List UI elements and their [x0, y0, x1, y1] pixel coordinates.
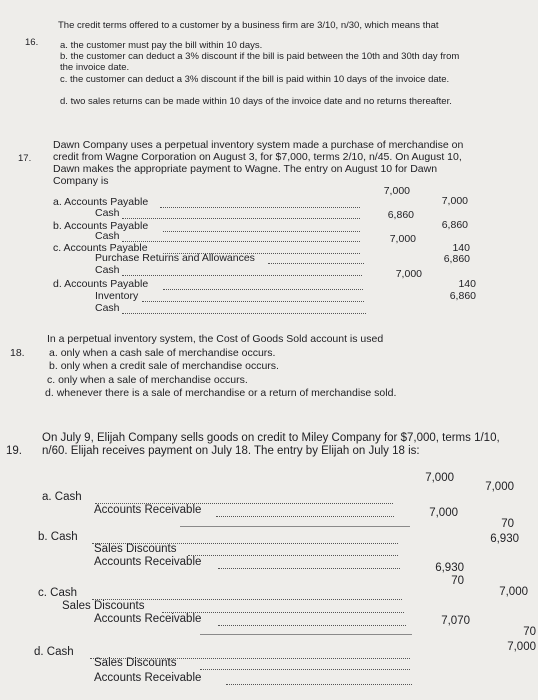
question-stem: Dawn Company uses a perpetual inventory system made a purchase of merchandise on credit from Wagne Corporation on August 3, for $7,000, terms 2/10, n/45. On August 10, Dawn makes the appropriate payment to Wagne. The entry on August 10 for Dawn Company is: [53, 139, 464, 188]
option-text: the customer must pay the bill within 10 days.: [70, 40, 263, 51]
option-letter: d.: [53, 278, 62, 290]
option-letter: d.: [34, 646, 44, 658]
leader-dots: [122, 241, 360, 242]
option-d: [60, 97, 472, 108]
option-letter: a.: [42, 491, 52, 503]
option-a: [42, 491, 82, 503]
account-name: Accounts Receivable: [94, 613, 202, 625]
leader-dots: [216, 516, 394, 517]
account-name: Accounts Receivable: [94, 672, 202, 684]
leader-dots: [188, 555, 398, 556]
credit-amount: 7,000: [499, 586, 528, 598]
question-number: 19.: [6, 445, 22, 457]
option-letter: a.: [53, 196, 62, 208]
leader-dots: [122, 313, 366, 314]
debit-amount: 7,000: [425, 472, 454, 484]
debit-amount: 7,000: [395, 268, 422, 280]
account-name: Cash: [95, 207, 120, 219]
question-number: 17.: [18, 153, 32, 164]
leader-dots: [142, 301, 364, 302]
question-number: 16.: [25, 37, 39, 48]
account-name: Accounts Payable: [64, 196, 149, 208]
option-text: only when a cash sale of merchandise occurs.: [60, 347, 276, 359]
account-name: Cash: [50, 531, 78, 543]
option-d: [45, 387, 396, 399]
option-text: only when a credit sale of merchandise occurs.: [60, 360, 279, 372]
leader-dots: [122, 218, 360, 219]
leader-dots: [163, 231, 360, 232]
option-b: [38, 531, 78, 543]
option-letter: c.: [38, 587, 47, 599]
option-letter: a.: [60, 40, 68, 51]
account-name: Accounts Payable: [64, 278, 149, 290]
option-text: the customer can deduct a 3% discount if the bill is paid between the 10th and 30th day from the invoice date.: [60, 51, 460, 73]
option-c: [60, 75, 472, 86]
account-name: Accounts Receivable: [94, 504, 202, 516]
leader-dots: [160, 207, 360, 208]
leader-dots: [218, 568, 400, 569]
credit-amount: 7,000: [485, 481, 514, 493]
option-letter: b.: [38, 531, 48, 543]
debit-amount: 7,000: [429, 507, 458, 519]
account-name: Cash: [54, 491, 82, 503]
account-name: Accounts Payable: [64, 220, 149, 232]
option-b: [49, 360, 279, 372]
option-c: [38, 587, 77, 599]
question-stem: The credit terms offered to a customer by a business firm are 3/10, n/30, which means that: [58, 20, 439, 31]
credit-amount: 7,000: [441, 195, 468, 207]
option-text: only when a sale of merchandise occurs.: [58, 374, 248, 386]
account-name: Purchase Returns and Allowances: [95, 252, 255, 264]
question-stem: On July 9, Elijah Company sells goods on credit to Miley Company for $7,000, terms 1/10, n/60. Elijah receives payment on July 18. The entry by Elijah on July 18 is:: [42, 432, 500, 458]
option-text: the customer can deduct a 3% discount if the bill is paid within 10 days of the invoice date.: [70, 74, 450, 85]
question-stem: In a perpetual inventory system, the Cost of Goods Sold account is used: [47, 333, 384, 345]
account-name: Sales Discounts: [94, 657, 177, 669]
option-letter: d.: [60, 96, 68, 107]
credit-amount: 70: [523, 626, 536, 638]
account-name: Cash: [46, 646, 74, 658]
option-letter: d.: [45, 387, 54, 399]
underline: [180, 526, 410, 527]
credit-amount: 140: [452, 242, 470, 254]
credit-amount: 6,860: [449, 290, 476, 302]
option-letter: c.: [47, 374, 56, 386]
option-letter: b.: [53, 220, 62, 232]
option-letter: c.: [53, 242, 62, 254]
leader-dots: [163, 289, 363, 290]
leader-dots: [200, 669, 410, 670]
account-name: Inventory: [95, 290, 139, 302]
option-c: [47, 374, 248, 386]
underline: [200, 634, 412, 635]
credit-amount: 6,930: [490, 533, 519, 545]
account-name: Sales Discounts: [62, 600, 145, 612]
credit-amount: 6,860: [443, 253, 470, 265]
option-letter: c.: [60, 74, 68, 85]
leader-dots: [122, 275, 362, 276]
debit-amount: 7,070: [441, 615, 470, 627]
credit-amount: 7,000: [507, 641, 536, 653]
account-name: Cash: [95, 230, 120, 242]
debit-amount: 6,860: [387, 209, 414, 221]
account-name: Sales Discounts: [94, 543, 177, 555]
credit-amount: 6,860: [441, 219, 468, 231]
option-letter: a.: [49, 347, 58, 359]
account-name: Cash: [95, 264, 120, 276]
option-letter: b.: [60, 51, 68, 62]
question-number: 18.: [10, 347, 25, 359]
option-a: [49, 347, 275, 359]
option-d: [34, 646, 74, 658]
debit-amount: 7,000: [389, 233, 416, 245]
option-letter: b.: [49, 360, 58, 372]
option-text: whenever there is a sale of merchandise or a return of merchandise sold.: [56, 387, 397, 399]
account-name: Accounts Payable: [63, 242, 148, 254]
leader-dots: [218, 625, 406, 626]
credit-amount: 70: [501, 518, 514, 530]
debit-amount: 6,930: [435, 562, 464, 574]
leader-dots: [268, 263, 364, 264]
account-name: Cash: [50, 587, 78, 599]
option-text: two sales returns can be made within 10 days of the invoice date and no returns thereafter.: [70, 96, 452, 107]
option-d: [53, 278, 148, 290]
credit-amount: 140: [458, 278, 476, 290]
account-name: Accounts Receivable: [94, 556, 202, 568]
account-name: Cash: [95, 302, 120, 314]
debit-amount: 70: [451, 575, 464, 587]
leader-dots: [226, 684, 412, 685]
option-b: [60, 52, 472, 74]
debit-amount: 7,000: [383, 185, 410, 197]
